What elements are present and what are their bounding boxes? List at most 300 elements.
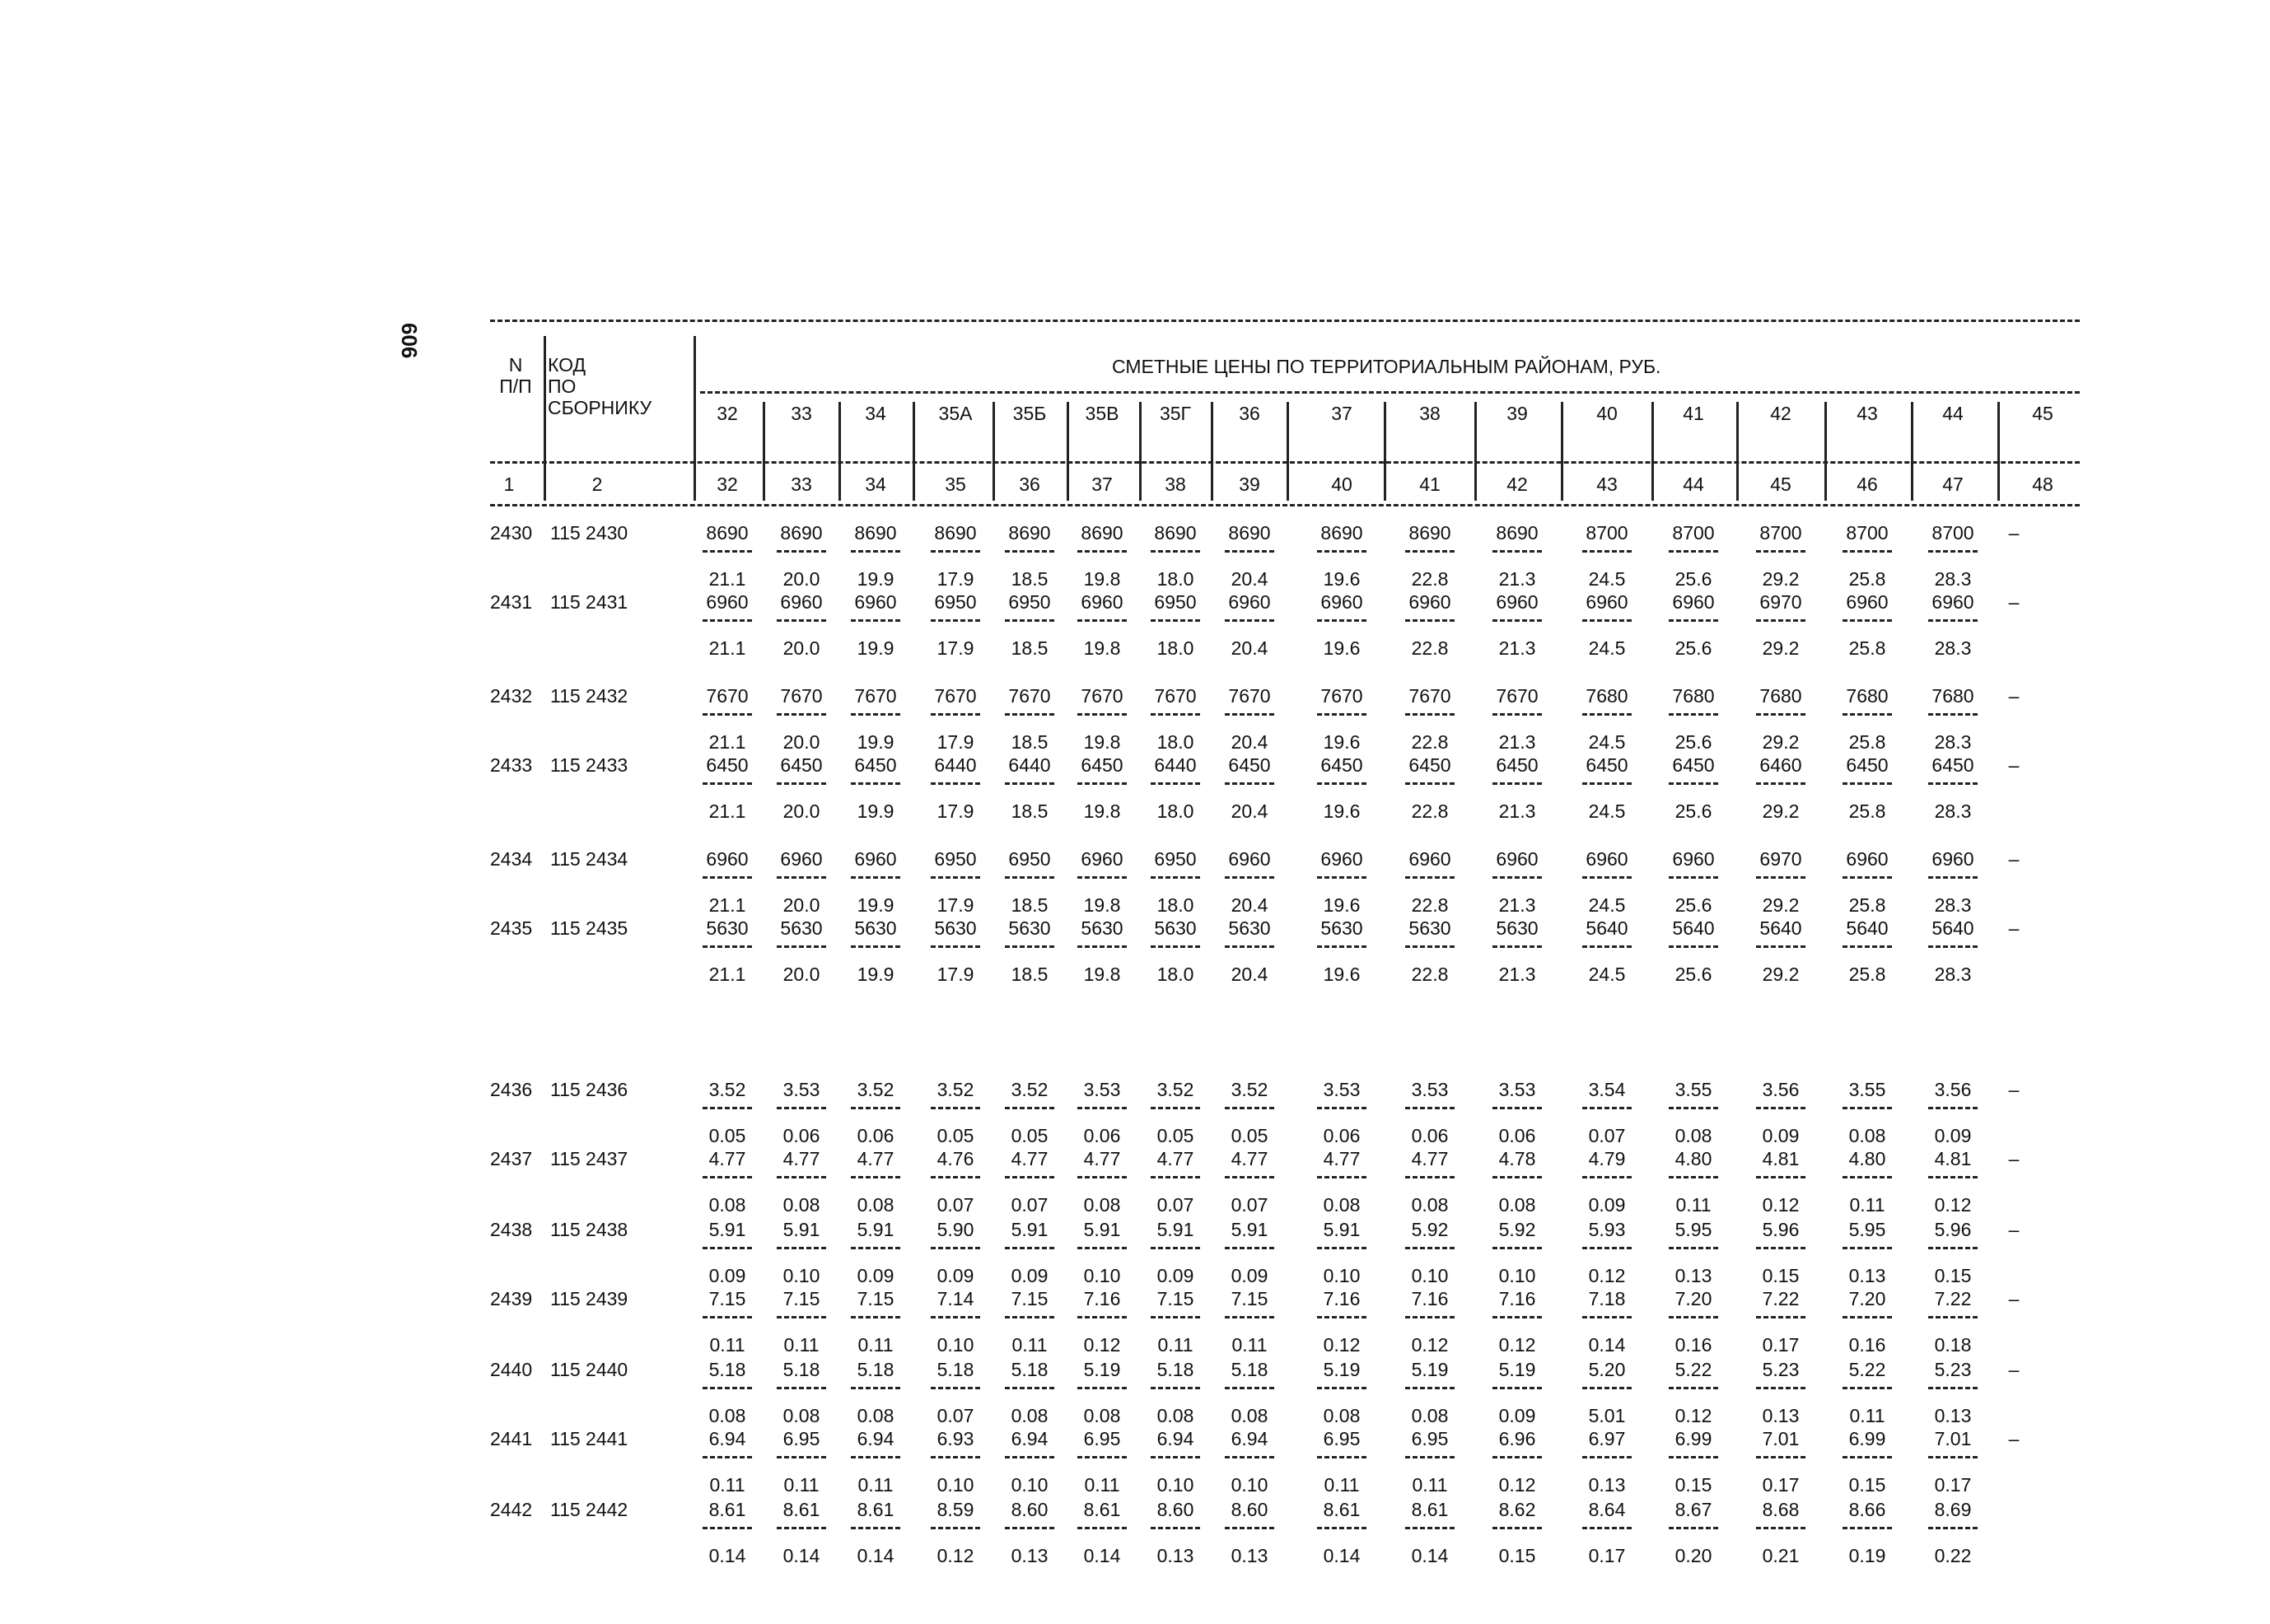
cell-divider <box>1317 1527 1366 1529</box>
cell-price: 6960 <box>1408 848 1451 870</box>
cell-col-45: – <box>2008 754 2020 776</box>
cell-wage: 0.11 <box>1412 1474 1448 1496</box>
cell-divider <box>1151 550 1200 553</box>
cell-wage: 0.14 <box>1411 1545 1449 1566</box>
cell-divider <box>1843 1527 1892 1529</box>
cell-wage: 20.0 <box>782 964 820 985</box>
cell-wage: 0.07 <box>1588 1125 1626 1146</box>
cell-divider <box>777 945 826 948</box>
cell-wage: 29.2 <box>1762 731 1800 753</box>
cell-divider <box>1492 713 1542 716</box>
cell-wage: 0.13 <box>1674 1265 1712 1286</box>
cell-divider <box>1492 1176 1542 1178</box>
cell-price: 5.18 <box>1231 1359 1268 1380</box>
cell-divider <box>851 945 900 948</box>
cell-wage: 18.5 <box>1011 800 1049 822</box>
cell-wage: 0.06 <box>1498 1125 1536 1146</box>
cell-price: 5630 <box>706 917 749 939</box>
cell-divider <box>703 1527 752 1529</box>
cell-price: 5.19 <box>1083 1359 1121 1380</box>
cell-divider <box>777 1316 826 1318</box>
cell-price: 6960 <box>1228 848 1271 870</box>
header-column-number: 39 <box>1239 474 1260 495</box>
header-column-number: 43 <box>1596 474 1618 495</box>
header-column-number: 47 <box>1942 474 1964 495</box>
cell-divider <box>1317 1107 1366 1109</box>
cell-wage: 0.15 <box>1762 1265 1800 1286</box>
cell-wage: 0.08 <box>1231 1405 1268 1426</box>
header-column-number: 45 <box>1770 474 1791 495</box>
cell-price: 5.18 <box>782 1359 820 1380</box>
cell-price: 6440 <box>1008 754 1051 776</box>
cell-price: 8.62 <box>1498 1499 1536 1520</box>
cell-divider <box>1151 1176 1200 1178</box>
cell-divider <box>1317 876 1366 879</box>
cell-price: 4.77 <box>782 1148 820 1169</box>
rule-top <box>490 320 2080 322</box>
cell-divider <box>1669 1107 1718 1109</box>
cell-wage: 18.5 <box>1011 568 1049 590</box>
cell-price: 3.52 <box>708 1079 746 1100</box>
cell-wage: 22.8 <box>1411 731 1449 753</box>
cell-price: 4.77 <box>1323 1148 1361 1169</box>
cell-price: 5.18 <box>1011 1359 1049 1380</box>
cell-wage: 17.9 <box>936 731 974 753</box>
cell-price: 5.22 <box>1848 1359 1886 1380</box>
cell-price: 7670 <box>934 685 977 707</box>
cell-wage: 0.11 <box>709 1474 745 1496</box>
cell-wage: 25.6 <box>1674 964 1712 985</box>
cell-price: 7.20 <box>1848 1288 1886 1309</box>
cell-divider <box>1928 1527 1978 1529</box>
cell-price: 6960 <box>1931 591 1974 613</box>
cell-wage: 18.0 <box>1156 964 1194 985</box>
cell-divider <box>1005 1107 1054 1109</box>
cell-wage: 0.10 <box>1083 1265 1121 1286</box>
cell-price: 6960 <box>1320 591 1363 613</box>
cell-wage: 0.08 <box>857 1405 894 1426</box>
cell-price: 7.20 <box>1674 1288 1712 1309</box>
cell-col-45: – <box>2008 1359 2020 1380</box>
cell-price: 4.77 <box>1083 1148 1121 1169</box>
cell-price: 6.95 <box>1323 1428 1361 1449</box>
cell-wage: 19.8 <box>1083 964 1121 985</box>
cell-wage: 0.11 <box>1157 1334 1193 1356</box>
cell-price: 6960 <box>1496 848 1539 870</box>
cell-divider <box>1582 945 1632 948</box>
cell-wage: 0.16 <box>1848 1334 1886 1356</box>
cell-wage: 0.06 <box>1411 1125 1449 1146</box>
cell-price: 6960 <box>1672 591 1715 613</box>
cell-divider <box>1843 945 1892 948</box>
cell-price: 5.23 <box>1934 1359 1972 1380</box>
cell-wage: 0.12 <box>1323 1334 1361 1356</box>
cell-wage: 19.8 <box>1083 894 1121 916</box>
row-np: 2437 <box>490 1148 533 1169</box>
cell-wage: 0.09 <box>1588 1194 1626 1216</box>
cell-divider <box>851 782 900 785</box>
cell-divider <box>1005 550 1054 553</box>
header-district-code: 42 <box>1770 403 1791 424</box>
cell-divider <box>1225 1176 1274 1178</box>
cell-price: 7670 <box>1154 685 1197 707</box>
cell-price: 6.96 <box>1498 1428 1536 1449</box>
cell-wage: 0.08 <box>1156 1405 1194 1426</box>
cell-wage: 0.12 <box>1934 1194 1972 1216</box>
cell-price: 3.55 <box>1674 1079 1712 1100</box>
cell-divider <box>1405 713 1455 716</box>
cell-wage: 0.10 <box>1498 1265 1536 1286</box>
cell-price: 5630 <box>1408 917 1451 939</box>
cell-wage: 17.9 <box>936 964 974 985</box>
cell-divider <box>1756 1247 1805 1249</box>
cell-divider <box>1077 945 1127 948</box>
cell-divider <box>703 1247 752 1249</box>
header-divider-col <box>1997 402 2000 501</box>
cell-wage: 18.5 <box>1011 894 1049 916</box>
cell-divider <box>777 713 826 716</box>
cell-divider <box>1405 876 1455 879</box>
cell-col-45: – <box>2008 522 2020 544</box>
header-divider-col <box>1651 402 1654 501</box>
cell-divider <box>1005 1247 1054 1249</box>
cell-price: 8.59 <box>936 1499 974 1520</box>
cell-price: 8700 <box>1931 522 1974 544</box>
cell-col-45: – <box>2008 1079 2020 1100</box>
cell-col-45: – <box>2008 1288 2020 1309</box>
cell-divider <box>931 550 980 553</box>
cell-price: 6.99 <box>1848 1428 1886 1449</box>
cell-wage: 25.6 <box>1674 800 1712 822</box>
cell-wage: 0.17 <box>1588 1545 1626 1566</box>
cell-wage: 0.11 <box>1675 1194 1712 1216</box>
cell-wage: 0.16 <box>1674 1334 1712 1356</box>
cell-price: 8.67 <box>1674 1499 1712 1520</box>
cell-wage: 19.9 <box>857 964 894 985</box>
cell-wage: 21.1 <box>708 800 746 822</box>
cell-divider <box>851 1247 900 1249</box>
cell-wage: 20.4 <box>1231 800 1268 822</box>
cell-wage: 17.9 <box>936 800 974 822</box>
cell-divider <box>777 782 826 785</box>
cell-wage: 0.12 <box>1588 1265 1626 1286</box>
cell-wage: 17.9 <box>936 894 974 916</box>
cell-divider <box>1928 1456 1978 1458</box>
cell-wage: 22.8 <box>1411 637 1449 659</box>
cell-wage: 19.8 <box>1083 568 1121 590</box>
cell-wage: 24.5 <box>1588 800 1626 822</box>
cell-divider <box>1756 1387 1805 1389</box>
row-kod: 115 2441 <box>550 1428 628 1449</box>
cell-price: 4.81 <box>1934 1148 1972 1169</box>
row-np: 2440 <box>490 1359 533 1380</box>
cell-divider <box>1582 713 1632 716</box>
cell-wage: 0.14 <box>857 1545 894 1566</box>
cell-price: 5640 <box>1759 917 1802 939</box>
cell-wage: 25.8 <box>1848 894 1886 916</box>
header-column-number: 36 <box>1019 474 1040 495</box>
cell-price: 6960 <box>854 848 897 870</box>
cell-price: 5.91 <box>1231 1219 1268 1240</box>
cell-wage: 0.14 <box>782 1545 820 1566</box>
cell-wage: 0.07 <box>1231 1194 1268 1216</box>
cell-wage: 0.11 <box>1849 1194 1885 1216</box>
cell-divider <box>703 713 752 716</box>
cell-wage: 0.20 <box>1674 1545 1712 1566</box>
cell-divider <box>1582 1456 1632 1458</box>
cell-price: 5640 <box>1846 917 1889 939</box>
header-district-code: 44 <box>1942 403 1964 424</box>
cell-divider <box>1582 1247 1632 1249</box>
cell-wage: 0.11 <box>1084 1474 1120 1496</box>
cell-divider <box>1151 1316 1200 1318</box>
cell-divider <box>1492 876 1542 879</box>
cell-price: 6950 <box>934 591 977 613</box>
header-district-code: 40 <box>1596 403 1618 424</box>
cell-price: 6450 <box>780 754 823 776</box>
cell-divider <box>1225 1316 1274 1318</box>
cell-divider <box>1928 1176 1978 1178</box>
cell-divider <box>1225 782 1274 785</box>
cell-price: 6950 <box>1154 591 1197 613</box>
cell-wage: 22.8 <box>1411 964 1449 985</box>
row-kod: 115 2433 <box>550 754 628 776</box>
cell-wage: 0.09 <box>1934 1125 1972 1146</box>
cell-wage: 0.09 <box>1498 1405 1536 1426</box>
header-divider-col <box>1736 402 1739 501</box>
cell-wage: 0.11 <box>1849 1405 1885 1426</box>
header-column-number: 44 <box>1683 474 1704 495</box>
cell-price: 5.20 <box>1588 1359 1626 1380</box>
cell-price: 8.61 <box>857 1499 894 1520</box>
cell-price: 3.56 <box>1762 1079 1800 1100</box>
cell-divider <box>703 1387 752 1389</box>
cell-price: 5.91 <box>1011 1219 1049 1240</box>
cell-price: 6450 <box>1081 754 1123 776</box>
cell-divider <box>703 1456 752 1458</box>
cell-wage: 0.08 <box>1411 1405 1449 1426</box>
cell-divider <box>1077 1247 1127 1249</box>
cell-wage: 20.0 <box>782 637 820 659</box>
cell-price: 6450 <box>1586 754 1628 776</box>
cell-divider <box>1492 1107 1542 1109</box>
cell-price: 6970 <box>1759 848 1802 870</box>
cell-price: 8690 <box>1320 522 1363 544</box>
cell-wage: 0.09 <box>1762 1125 1800 1146</box>
cell-price: 6.95 <box>1411 1428 1449 1449</box>
cell-price: 7.16 <box>1411 1288 1449 1309</box>
cell-wage: 0.13 <box>1848 1265 1886 1286</box>
cell-price: 5630 <box>854 917 897 939</box>
row-np: 2433 <box>490 754 533 776</box>
cell-price: 8690 <box>1154 522 1197 544</box>
cell-divider <box>1582 1316 1632 1318</box>
cell-wage: 0.13 <box>1588 1474 1626 1496</box>
cell-price: 4.76 <box>936 1148 974 1169</box>
cell-price: 3.52 <box>857 1079 894 1100</box>
cell-wage: 22.8 <box>1411 800 1449 822</box>
cell-wage: 0.10 <box>782 1265 820 1286</box>
header-district-code: 35А <box>938 403 973 424</box>
cell-divider <box>1405 782 1455 785</box>
cell-price: 3.52 <box>1231 1079 1268 1100</box>
cell-divider <box>1317 713 1366 716</box>
cell-wage: 5.01 <box>1588 1405 1626 1426</box>
cell-price: 4.78 <box>1498 1148 1536 1169</box>
cell-divider <box>1225 1387 1274 1389</box>
row-np: 2441 <box>490 1428 533 1449</box>
cell-wage: 29.2 <box>1762 637 1800 659</box>
cell-price: 6450 <box>854 754 897 776</box>
cell-divider <box>703 1316 752 1318</box>
cell-price: 5.93 <box>1588 1219 1626 1240</box>
cell-wage: 0.07 <box>936 1405 974 1426</box>
cell-wage: 25.8 <box>1848 800 1886 822</box>
cell-divider <box>1405 1176 1455 1178</box>
cell-wage: 0.05 <box>1011 1125 1049 1146</box>
row-kod: 115 2431 <box>550 591 628 613</box>
header-column-number: 40 <box>1331 474 1352 495</box>
cell-wage: 0.05 <box>936 1125 974 1146</box>
cell-divider <box>1005 1387 1054 1389</box>
cell-divider <box>931 1387 980 1389</box>
cell-price: 7.14 <box>936 1288 974 1309</box>
cell-divider <box>1005 876 1054 879</box>
cell-wage: 0.08 <box>782 1194 820 1216</box>
cell-divider <box>1928 876 1978 879</box>
cell-wage: 0.08 <box>1848 1125 1886 1146</box>
cell-price: 5630 <box>1496 917 1539 939</box>
cell-divider <box>851 1456 900 1458</box>
cell-divider <box>1843 550 1892 553</box>
cell-price: 6460 <box>1759 754 1802 776</box>
cell-price: 6960 <box>1228 591 1271 613</box>
cell-divider <box>1151 945 1200 948</box>
cell-price: 7.22 <box>1934 1288 1972 1309</box>
header-divider-col <box>1824 402 1827 501</box>
cell-price: 5.18 <box>1156 1359 1194 1380</box>
cell-price: 6450 <box>1672 754 1715 776</box>
cell-wage: 0.11 <box>1324 1474 1360 1496</box>
header-divider-col <box>1561 402 1563 501</box>
cell-divider <box>1843 1247 1892 1249</box>
cell-price: 6.94 <box>708 1428 746 1449</box>
cell-divider <box>1928 550 1978 553</box>
cell-divider <box>1225 1247 1274 1249</box>
cell-price: 5640 <box>1931 917 1974 939</box>
row-kod: 115 2438 <box>550 1219 628 1240</box>
cell-divider <box>1669 1247 1718 1249</box>
cell-wage: 20.0 <box>782 894 820 916</box>
cell-divider <box>1077 550 1127 553</box>
cell-wage: 0.12 <box>1083 1334 1121 1356</box>
cell-price: 5.90 <box>936 1219 974 1240</box>
cell-wage: 24.5 <box>1588 964 1626 985</box>
cell-price: 5630 <box>1154 917 1197 939</box>
header-district-code: 39 <box>1506 403 1528 424</box>
cell-wage: 0.17 <box>1762 1474 1800 1496</box>
cell-wage: 0.18 <box>1934 1334 1972 1356</box>
cell-wage: 0.11 <box>709 1334 745 1356</box>
cell-price: 8690 <box>854 522 897 544</box>
cell-wage: 0.12 <box>1674 1405 1712 1426</box>
cell-price: 6.94 <box>857 1428 894 1449</box>
cell-wage: 0.09 <box>708 1265 746 1286</box>
cell-wage: 18.0 <box>1156 568 1194 590</box>
cell-price: 5630 <box>1008 917 1051 939</box>
cell-divider <box>777 550 826 553</box>
rule-header-1 <box>490 461 2080 464</box>
cell-price: 6960 <box>1846 848 1889 870</box>
cell-price: 5630 <box>1081 917 1123 939</box>
cell-price: 6960 <box>706 591 749 613</box>
cell-price: 6450 <box>1846 754 1889 776</box>
cell-divider <box>1756 1456 1805 1458</box>
cell-price: 3.52 <box>1156 1079 1194 1100</box>
cell-price: 5630 <box>780 917 823 939</box>
cell-divider <box>1151 1456 1200 1458</box>
cell-price: 6450 <box>1320 754 1363 776</box>
cell-price: 7.15 <box>708 1288 746 1309</box>
cell-divider <box>1492 945 1542 948</box>
row-kod: 115 2440 <box>550 1359 628 1380</box>
cell-wage: 29.2 <box>1762 800 1800 822</box>
cell-price: 8700 <box>1586 522 1628 544</box>
cell-divider <box>1928 1107 1978 1109</box>
cell-wage: 0.15 <box>1848 1474 1886 1496</box>
cell-divider <box>1492 1387 1542 1389</box>
cell-price: 8690 <box>1496 522 1539 544</box>
cell-divider <box>931 782 980 785</box>
cell-wage: 19.8 <box>1083 637 1121 659</box>
row-np: 2436 <box>490 1079 533 1100</box>
cell-price: 5.19 <box>1323 1359 1361 1380</box>
cell-col-45: – <box>2008 591 2020 613</box>
header-district-code: 35В <box>1085 403 1119 424</box>
cell-wage: 0.08 <box>782 1405 820 1426</box>
cell-divider <box>1151 713 1200 716</box>
header-np: N П/П <box>499 354 532 397</box>
cell-divider <box>931 1247 980 1249</box>
cell-divider <box>1405 1107 1455 1109</box>
cell-wage: 25.6 <box>1674 894 1712 916</box>
cell-wage: 21.3 <box>1498 894 1536 916</box>
cell-price: 7680 <box>1759 685 1802 707</box>
row-np: 2442 <box>490 1499 533 1520</box>
header-column-number: 38 <box>1165 474 1186 495</box>
cell-divider <box>1077 1387 1127 1389</box>
cell-price: 7.15 <box>1231 1288 1268 1309</box>
cell-wage: 0.08 <box>1498 1194 1536 1216</box>
cell-divider <box>1843 1107 1892 1109</box>
cell-wage: 19.9 <box>857 800 894 822</box>
cell-price: 6960 <box>1408 591 1451 613</box>
cell-wage: 25.8 <box>1848 731 1886 753</box>
cell-wage: 0.11 <box>857 1474 894 1496</box>
cell-wage: 24.5 <box>1588 568 1626 590</box>
cell-wage: 24.5 <box>1588 731 1626 753</box>
cell-divider <box>1756 1316 1805 1318</box>
cell-wage: 19.8 <box>1083 800 1121 822</box>
cell-wage: 0.10 <box>1411 1265 1449 1286</box>
cell-wage: 0.06 <box>1083 1125 1121 1146</box>
cell-col-45: – <box>2008 848 2020 870</box>
cell-divider <box>931 1107 980 1109</box>
cell-divider <box>1492 550 1542 553</box>
cell-wage: 22.8 <box>1411 568 1449 590</box>
cell-divider <box>1005 1527 1054 1529</box>
cell-price: 7670 <box>780 685 823 707</box>
